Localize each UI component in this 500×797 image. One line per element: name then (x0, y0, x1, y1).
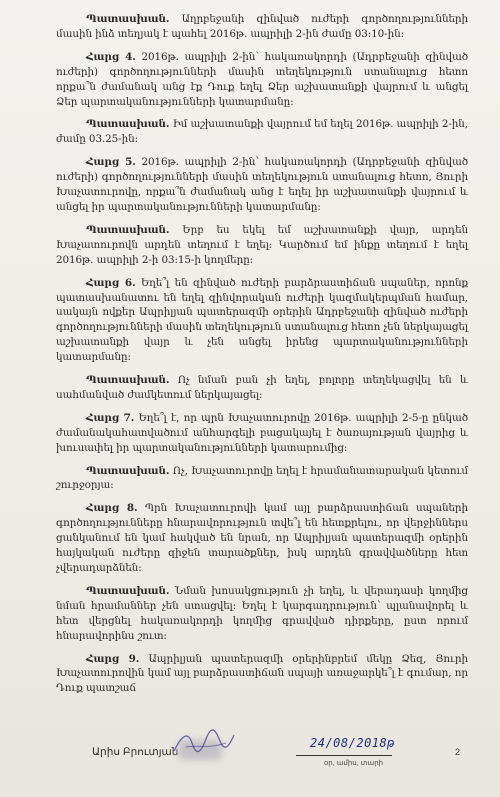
paragraph-label: Պատասխան. (86, 118, 170, 131)
author-name: Արիս Բրուտյան (92, 746, 179, 758)
paragraph-label: Հարց 8. (86, 502, 138, 515)
paragraph-label: Պատասխան. (86, 13, 170, 25)
paragraph-text: 2016թ. ապրիլի 2-ին՝ հակառակորդի (Ադրբեջանի զինված ուժերի) գործողությունների մասին տեղեկություն ստանալուց հետո որքա՞ն ժամանակ անց էք Դուք եղել Ձեր աշխատանքի վայրում և անցել Ձեր պարտականությունների կատարմանը: (56, 50, 469, 108)
paragraph (56, 652, 468, 697)
document-body (56, 12, 468, 704)
paragraph (56, 373, 468, 403)
paragraph (56, 155, 468, 215)
paragraph (56, 411, 468, 456)
paragraph-text: Ապրիլյան պատերազմի օրերինբրեմ մեկը Ձեզ, Յուրի Խաչատուրովին կամ այլ բարձրաստիճան սպայի առաջարկե՞լ է գումար, որ Դուք պատշաճ (56, 652, 468, 695)
paragraph (56, 501, 468, 576)
paragraph-text: Ոչ նման բան չի եղել, բոլորը տեղեկացվել են և սահմանված ժամկետում ներկայացել: (56, 374, 468, 401)
handwritten-date: 24/08/2018թ (310, 736, 395, 750)
paragraph (56, 276, 468, 365)
paragraph-text: Երբ ես եկել եմ աշխատանքի վայր, արդեն Խաչատուրովն արդեն տեղում է եղել: Կարծում եմ ինքը տեղում է եղել 2016թ. ապրիլի 2-ի 03:15-ի կողմերը: (56, 223, 468, 266)
date-underline (296, 755, 392, 756)
paragraph-label: Հարց 6. (86, 276, 136, 289)
paragraph (56, 50, 468, 110)
paragraph (56, 117, 468, 147)
paragraph-text: Աղրբեջանի զինված ուժերի գործողությունների մասին ինձ տեղյակ է պահել 2016թ. ապրիլի 2-ին ժամը 03:10-ին: (56, 13, 468, 40)
paragraph-text: Իմ աշխատանքի վայրում եմ եղել 2016թ. ապրիլի 2-ին, ժամը 03.25-ին: (56, 118, 469, 146)
paragraph-text: 2016թ. ապրիլի 2-ին՝ հակառակորդի (Ադրբեջանի զինված ուժերի) գործողությունների մասին տեղեկություն ստանալուց հետո, Յուրի Խաչատուրովը, որքա՞ն ժամանակ անց է եղել իր աշխատանքի վայրում և անցել իր պարտականությունների կատարմանը: (56, 156, 469, 213)
page-footer (0, 700, 500, 797)
paragraph-label: Հարց 7. (86, 411, 135, 424)
page-number: 2 (455, 747, 461, 757)
paragraph (56, 12, 468, 42)
paragraph-text: Ոչ, Խաչատուրովը եղել է հրամանատարական կետում շուրջօրյա: (56, 464, 469, 492)
paragraph-label: Հարց 9. (86, 652, 140, 665)
paragraph (56, 223, 468, 268)
paragraph-text: Նման խոսակցություն չի եղել, և վերադասի կողմից նման հրամաններ չեն ստացվել: Եղել է կարգադրություն՝ պլանավորել և հետ վերցնել հակառակորդի կողմից գրավված դիրքերը, ըստ որում հնարավորինս շուտ: (56, 584, 469, 642)
paragraph-label: Պատասխան. (86, 584, 170, 597)
paragraph (56, 464, 468, 494)
paragraph-label: Պատասխան. (86, 223, 170, 236)
signature-icon (168, 725, 238, 761)
paragraph (56, 584, 468, 644)
paragraph-text: Եղե՞լ են զինված ուժերի բարձրաստիճան սպաներ, որոնք պատասխանատու են եղել զինվորական ուժերի կազմակերպման համար, սակայն ովքեր Ապրիլյան պատերազմի օրերին Ադրբեջանի զինված ուժերի գործողությունների մասին տեղեկություն ստանալուց հետո չեն ներկայացել աշխատանքի վայր և չեն անցել իրենց պարտականությունների կատարմանը: (56, 276, 469, 364)
paragraph-label: Հարց 5. (86, 156, 136, 169)
paragraph-label: Պատասխան. (86, 464, 170, 477)
paragraph-text: Պրն Խաչատուրովի կամ այլ բարձրաստիճան սպաների գործողությունները հնարավորություն տվե՞լ են հետքրելու, որ վերջիններս ցանկանում են կամ հակված են նրան, որ Ապրիլյան պատերազմի օրերին հայկական ուժերը զիջեն տարածքներ, իսկ արդեն գրավվածները հետ չվերադարձնեն: (56, 502, 468, 574)
paragraph-text: Եղե՞լ է, որ պրն Խաչատուրովը 2016թ. ապրիլի 2-5-ը ընկած ժամանակահատվածում անհարգելի բացակայել է ծառայության վայրից և խուսափել իր պարտականությունների կատարումից: (56, 411, 469, 454)
paragraph-label: Պատասխան. (86, 374, 170, 387)
date-caption: օր, ամիս, տարի (324, 760, 384, 767)
paragraph-label: Հարց 4. (86, 50, 136, 63)
